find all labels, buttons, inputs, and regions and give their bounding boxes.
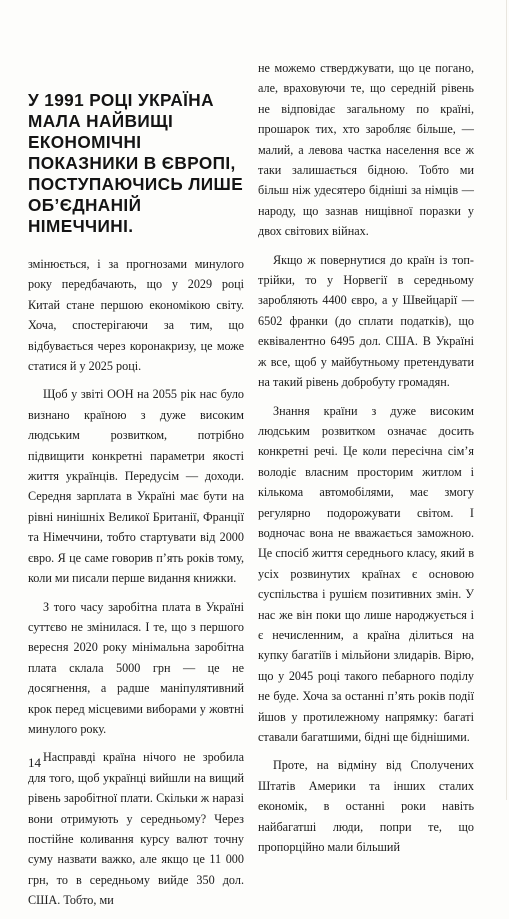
paragraph: Знання країни з дуже високим людським розвитком означає досить конкретні речі. Це коли пересічна сім’я володіє власним просторим житлом і кількома автомобілями, має змогу регулярно подорожувати світом. І водночас вона не вважається заможною. Це спосіб життя середнього класу, який в усіх розвинутих країнах є основою суспільства і рушієм позитивних змін. У нас же він поки що лише народжується і є нечисленним, а країна ділиться на купку багатіїв і мільйони злидарів. Вірю, що у 2045 році такого пебарного поділу не буде. Хоча за останні п’ять років події йшов у протилежному напрямку: багаті ставали багатшими, бідні ще біднішими. bbox=[258, 403, 474, 744]
page-edge bbox=[506, 0, 507, 800]
paragraph: змінюється, і за прогнозами минулого року передбачають, що у 2029 році Китай стане першою економікою світу. Хоча, спостерігаючи за тим, що відбувається через коронакризу, це може статися й у 2025 році. bbox=[28, 257, 244, 374]
left-column bbox=[28, 60, 244, 919]
paragraph: не можемо стверджувати, що це погано, але, враховуючи те, що середній рівень не відповідає загальному по країні, прошарок тих, хто заробляє більше, — малий, а левова частка населення все ж таки залишається бідною. Тобто ми більш ніж удесятеро бідніші за німців — народу, що зазнав нищівної поразки у двох світових війнах. bbox=[258, 61, 474, 239]
paragraph: Якщо ж повернутися до країн із топ-трійки, то у Норвегії в середньому заробляють 4400 євро, а у Швейцарії — 6502 франки (до сплати податків), що еквівалентно 6495 дол. США. В Україні ж все, щоб у майбутньому претендувати на такий рівень добробуту громадян. bbox=[258, 252, 474, 390]
pull-quote-headline: У 1991 РОЦІ УКРАЇНА МАЛА НАЙВИЩІ ЕКОНОМІЧНІ ПОКАЗНИКИ В ЄВРОПІ, ПОСТУПАЮЧИСЬ ЛИШЕ ОБ’ЄДНАНІЙ НІМЕЧЧИНІ. bbox=[28, 90, 244, 236]
paragraph: Проте, на відміну від Сполучених Штатів Америки та інших сталих економік, в останні роки навіть найбагатші люди, попри те, що пропорційно мали більший bbox=[258, 758, 474, 855]
page-number: 14 bbox=[28, 755, 41, 770]
right-column bbox=[258, 60, 474, 865]
paragraph: Щоб у звіті ООН на 2055 рік нас було визнано країною з дуже високим людським розвитком, потрібно підвищити конкретні параметри якості життя українців. Передусім — доходи. Середня зарплата в Україні має бути на рівні нинішніх Великої Британії, Франції та Німеччини, тобто стартувати від 2000 євро. Я це саме говорив п’ять років тому, коли ми писали перше видання книжки. bbox=[28, 387, 244, 586]
paragraph: Насправді країна нічого не зробила для того, щоб українці вийшли на вищий рівень заробітної плати. Скільки ж наразі вони отримують у середньому? Через постійне коливання курсу валют точну суму назвати важко, але якщо це 11 000 грн, то в середньому вийде 350 дол. США. Тобто, ми bbox=[28, 750, 244, 908]
paragraph: З того часу заробітна плата в Україні суттєво не змінилася. І те, що з першого вересня 2020 року мінімальна заробітна плата склала 5000 грн — це не досягнення, а радше маніпулятивний крок перед місцевими виборами у жовтні минулого року. bbox=[28, 599, 244, 736]
